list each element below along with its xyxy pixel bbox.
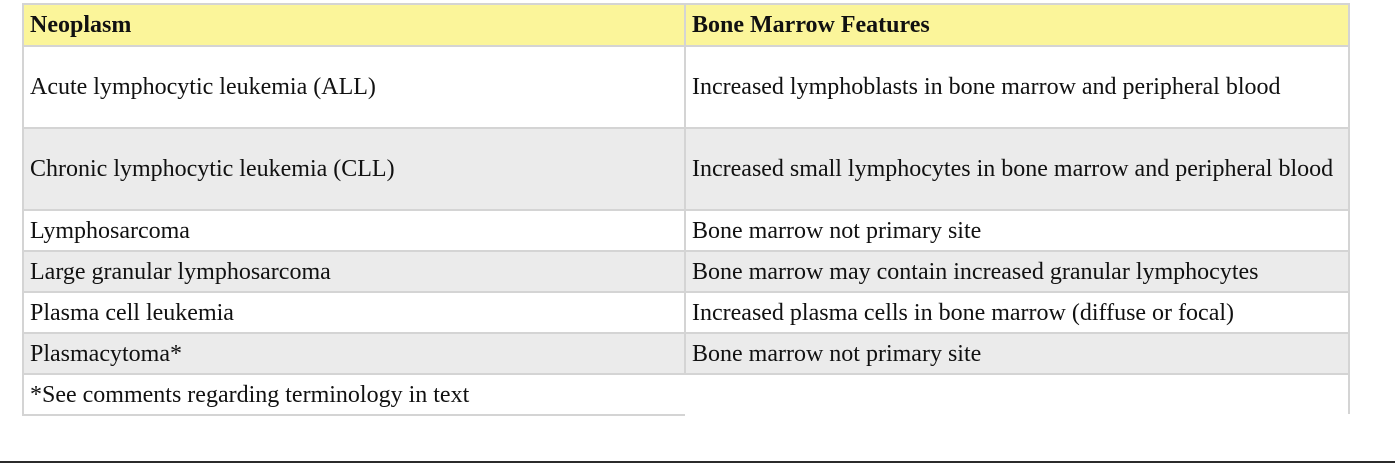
header-bone-marrow-features: Bone Marrow Features [685, 4, 1349, 46]
footnote-blank-cell [685, 374, 1349, 415]
table-row [23, 333, 1349, 374]
neoplasm-cell: Lymphosarcoma [23, 210, 685, 251]
footnote-row [23, 374, 1349, 415]
table-row [23, 128, 1349, 210]
table-row [23, 292, 1349, 333]
bottom-divider [0, 461, 1395, 463]
features-cell: Increased plasma cells in bone marrow (diffuse or focal) [685, 292, 1349, 333]
neoplasm-cell: Chronic lymphocytic leukemia (CLL) [23, 128, 685, 210]
table-header-row [23, 4, 1349, 46]
table-row [23, 210, 1349, 251]
features-cell: Bone marrow not primary site [685, 210, 1349, 251]
header-neoplasm: Neoplasm [23, 4, 685, 46]
features-cell: Bone marrow may contain increased granular lymphocytes [685, 251, 1349, 292]
features-cell: Increased small lymphocytes in bone marrow and peripheral blood [685, 128, 1349, 210]
neoplasm-cell: Acute lymphocytic leukemia (ALL) [23, 46, 685, 128]
neoplasm-table [22, 3, 1350, 416]
table-row [23, 251, 1349, 292]
table-row [23, 46, 1349, 128]
features-cell: Increased lymphoblasts in bone marrow and peripheral blood [685, 46, 1349, 128]
neoplasm-cell: Large granular lymphosarcoma [23, 251, 685, 292]
features-cell: Bone marrow not primary site [685, 333, 1349, 374]
table-container [22, 3, 1348, 416]
neoplasm-cell: Plasma cell leukemia [23, 292, 685, 333]
neoplasm-cell: Plasmacytoma* [23, 333, 685, 374]
footnote: *See comments regarding terminology in text [23, 374, 685, 415]
